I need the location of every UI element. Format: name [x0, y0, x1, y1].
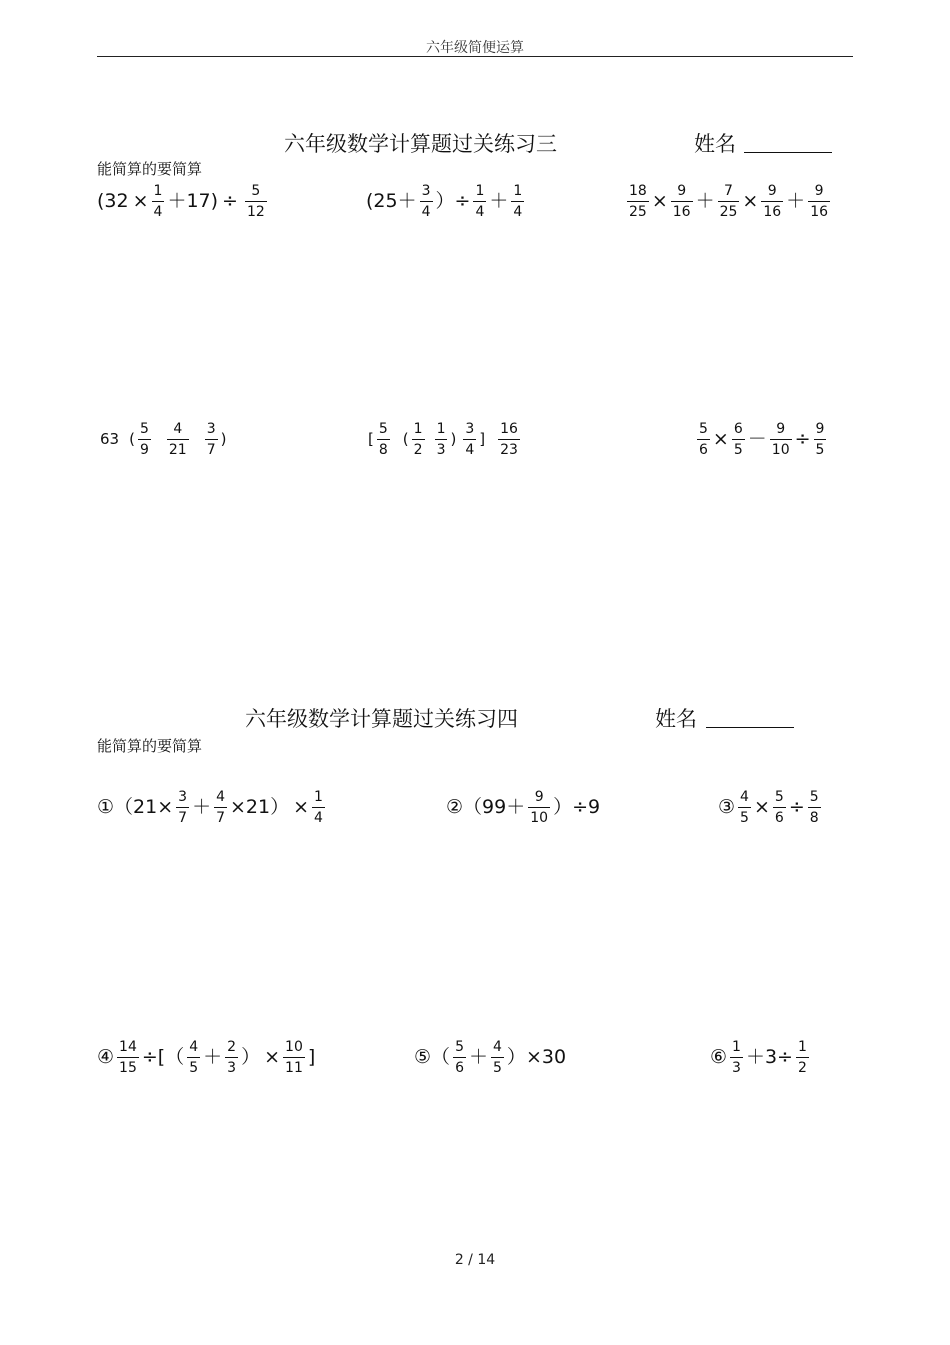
section3-name-label: 姓名 [694, 132, 736, 156]
fraction [528, 790, 550, 825]
fraction [117, 1040, 139, 1075]
fraction [498, 422, 520, 457]
numerator: 4 [173, 421, 183, 437]
fraction [511, 184, 524, 219]
plus-sign: ＋ [786, 190, 806, 212]
denominator: 5 [814, 439, 827, 457]
denominator: 4 [473, 201, 486, 219]
section3-problem-5 [368, 422, 523, 457]
fraction [412, 422, 425, 457]
fraction [491, 1040, 504, 1075]
section3-problem-1 [97, 184, 270, 219]
text: [ [368, 430, 374, 448]
fraction [770, 422, 792, 457]
page-number: 2 / 14 [454, 1252, 496, 1268]
section4-problem-1 [97, 790, 328, 825]
denominator: 10 [770, 439, 792, 457]
denominator: 7 [214, 807, 227, 825]
text: ÷9 [572, 796, 601, 818]
fraction [697, 422, 710, 457]
numerator: 1 [413, 421, 423, 437]
fraction [814, 422, 827, 457]
denominator: 5 [187, 1057, 200, 1075]
numerator: 10 [285, 1039, 303, 1055]
denominator: 5 [732, 439, 745, 457]
text: ） [553, 796, 573, 818]
denominator: 3 [435, 439, 448, 457]
fraction [453, 1040, 466, 1075]
times-sign: × [651, 190, 668, 212]
numerator: 9 [677, 183, 687, 199]
denominator: 2 [796, 1057, 809, 1075]
fraction [463, 422, 476, 457]
section4-problem-2 [446, 790, 600, 825]
text: （ [431, 1046, 451, 1068]
fraction [214, 790, 227, 825]
denominator: 12 [245, 201, 267, 219]
numerator: 9 [814, 183, 824, 199]
divide-sign: ÷ [222, 190, 238, 212]
numerator: 9 [534, 789, 544, 805]
text: ] [307, 1046, 316, 1068]
fraction [796, 1040, 809, 1075]
denominator: 3 [225, 1057, 238, 1075]
numerator: 1 [436, 421, 446, 437]
fraction [808, 184, 830, 219]
denominator: 5 [738, 807, 751, 825]
numerator: 14 [119, 1039, 137, 1055]
numerator: 3 [465, 421, 475, 437]
numerator: 5 [251, 183, 261, 199]
fraction [377, 422, 390, 457]
section4-name-label: 姓名 [655, 707, 697, 731]
fraction [187, 1040, 200, 1075]
plus-sign: ＋ [192, 796, 212, 818]
denominator: 8 [377, 439, 390, 457]
denominator: 4 [511, 201, 524, 219]
numerator: 18 [629, 183, 647, 199]
numerator: 7 [724, 183, 733, 199]
text: ＋3÷ [745, 1046, 793, 1068]
section4-instruction: 能简算的要简算 [97, 737, 203, 755]
numerator: 4 [493, 1039, 502, 1055]
section4-problem-4 [97, 1040, 315, 1075]
denominator: 16 [671, 201, 693, 219]
numerator: 4 [189, 1039, 199, 1055]
denominator: 11 [283, 1057, 305, 1075]
numerator: 5 [139, 421, 149, 437]
text: (25＋ [366, 190, 417, 212]
times-sign: × [293, 796, 310, 818]
numerator: 5 [699, 421, 708, 437]
divide-sign: ÷ [794, 428, 811, 450]
times-sign: × [742, 190, 759, 212]
text: ) [220, 430, 227, 448]
plus-sign: ＋ [489, 190, 509, 212]
denominator: 2 [412, 439, 425, 457]
plus-sign: ＋ [695, 190, 715, 212]
denominator: 7 [176, 807, 189, 825]
fraction [732, 422, 745, 457]
numerator: 2 [227, 1039, 237, 1055]
denominator: 25 [627, 201, 649, 219]
fraction [176, 790, 189, 825]
times-sign: × [753, 796, 770, 818]
fraction [773, 790, 786, 825]
numerator: 1 [314, 789, 323, 805]
fraction [473, 184, 486, 219]
fraction [245, 184, 267, 219]
section4-name-blank[interactable] [706, 727, 794, 728]
text: 63 [100, 430, 120, 448]
fraction [138, 422, 151, 457]
plus-sign: ＋ [203, 1046, 223, 1068]
numerator: 1 [153, 183, 163, 199]
text: ＋17) [167, 190, 219, 212]
numerator: 4 [216, 789, 226, 805]
section3-problem-4 [100, 422, 226, 457]
header-rule [97, 56, 853, 57]
problem-number: ⑤ [414, 1046, 432, 1068]
numerator: 1 [797, 1039, 807, 1055]
denominator: 16 [808, 201, 830, 219]
section4-problem-6 [710, 1040, 812, 1075]
problem-number: ① [97, 796, 115, 818]
text: ] [479, 430, 486, 448]
denominator: 16 [761, 201, 783, 219]
numerator: 3 [421, 183, 431, 199]
problem-number: ④ [97, 1046, 115, 1068]
denominator: 7 [205, 439, 218, 457]
fraction [718, 184, 740, 219]
text: ） [435, 190, 455, 212]
denominator: 6 [773, 807, 786, 825]
denominator: 5 [491, 1057, 504, 1075]
text: ） [506, 1046, 526, 1068]
numerator: 1 [732, 1039, 741, 1055]
denominator: 9 [138, 439, 151, 457]
fraction [730, 1040, 743, 1075]
numerator: 6 [733, 421, 743, 437]
text: ×21） [230, 796, 290, 818]
text: ( [129, 430, 135, 448]
text: （99＋ [463, 796, 526, 818]
numerator: 3 [206, 421, 216, 437]
plus-sign: ＋ [468, 1046, 488, 1068]
numerator: 16 [500, 421, 518, 437]
fraction [738, 790, 751, 825]
problem-number: ② [446, 796, 464, 818]
denominator: 3 [730, 1057, 743, 1075]
denominator: 10 [528, 807, 550, 825]
fraction [283, 1040, 305, 1075]
fraction [627, 184, 649, 219]
text: (32 [97, 190, 129, 212]
fraction [205, 422, 218, 457]
fraction [225, 1040, 238, 1075]
numerator: 9 [767, 183, 777, 199]
problem-number: ⑥ [710, 1046, 728, 1068]
text: ×30 [525, 1046, 567, 1068]
text: ÷[ [141, 1046, 166, 1068]
fraction [420, 184, 433, 219]
text: ) [450, 430, 457, 448]
section4-title: 六年级数学计算题过关练习四 [245, 707, 518, 731]
section4-problem-3 [718, 790, 824, 825]
section4-problem-5 [414, 1040, 566, 1075]
times-sign: × [132, 190, 149, 212]
numerator: 1 [513, 183, 523, 199]
fraction [312, 790, 325, 825]
numerator: 9 [776, 421, 786, 437]
denominator: 6 [697, 439, 710, 457]
fraction [671, 184, 693, 219]
times-sign: × [712, 428, 729, 450]
section3-title: 六年级数学计算题过关练习三 [284, 132, 557, 156]
denominator: 8 [808, 807, 821, 825]
fraction [808, 790, 821, 825]
numerator: 5 [378, 421, 388, 437]
page-header: 六年级简便运算 [426, 40, 524, 56]
text: ） [241, 1046, 261, 1068]
section3-problem-6 [694, 422, 829, 457]
denominator: 4 [312, 807, 325, 825]
numerator: 9 [815, 421, 825, 437]
text: （ [165, 1046, 185, 1068]
numerator: 5 [809, 789, 819, 805]
times-sign: × [264, 1046, 281, 1068]
divide-sign: ÷ [454, 190, 471, 212]
denominator: 21 [167, 439, 189, 457]
section3-instruction: 能简算的要简算 [97, 160, 203, 178]
denominator: 15 [117, 1057, 139, 1075]
section3-problem-2 [366, 184, 527, 219]
denominator: 4 [420, 201, 433, 219]
fraction [435, 422, 448, 457]
divide-sign: ÷ [788, 796, 805, 818]
section3-problem-3 [624, 184, 833, 219]
numerator: 5 [455, 1039, 464, 1055]
section3-name-blank[interactable] [744, 152, 832, 153]
fraction [152, 184, 165, 219]
text: （21× [114, 796, 174, 818]
problem-number: ③ [718, 796, 736, 818]
fraction [167, 422, 189, 457]
minus-sign: － [747, 428, 767, 450]
numerator: 4 [740, 789, 749, 805]
fraction [761, 184, 783, 219]
denominator: 6 [453, 1057, 466, 1075]
numerator: 5 [774, 789, 784, 805]
denominator: 25 [718, 201, 740, 219]
denominator: 23 [498, 439, 520, 457]
text: ( [402, 430, 409, 448]
denominator: 4 [463, 439, 476, 457]
numerator: 1 [475, 183, 485, 199]
numerator: 3 [178, 789, 188, 805]
denominator: 4 [152, 201, 165, 219]
